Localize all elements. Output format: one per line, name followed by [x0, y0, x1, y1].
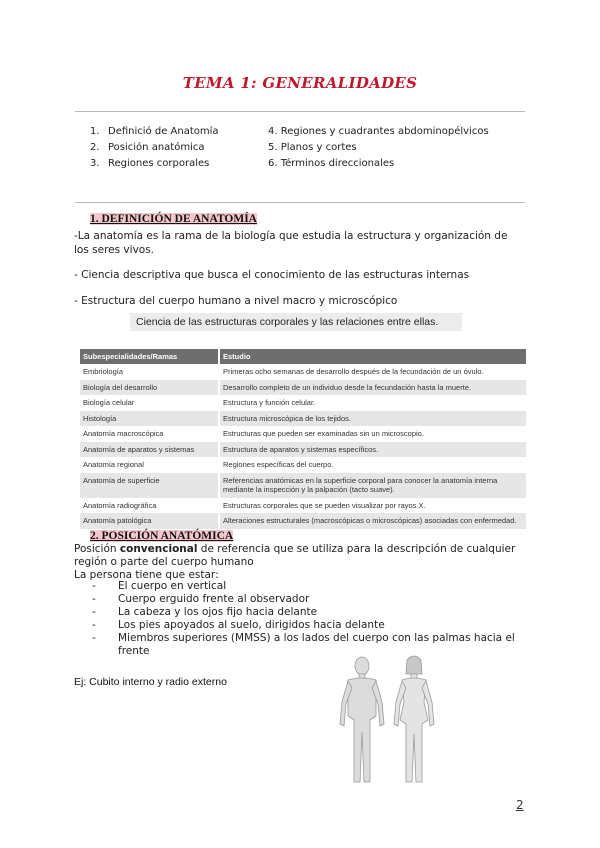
table-row: [80, 498, 526, 514]
toc-num: 3.: [90, 158, 100, 169]
list-item: - Cuerpo erguido frente al observador: [92, 593, 522, 606]
table-cell: Anatomía patológica: [80, 513, 219, 529]
example-text: Ej: Cubito interno y radio externo: [74, 676, 227, 688]
toc-item: [90, 156, 219, 172]
table-row: [80, 457, 526, 473]
divider-top: [75, 111, 525, 112]
paragraph-structure: - Estructura del cuerpo humano a nivel macro y microscópico: [74, 295, 398, 307]
paragraph-requirements: La persona tiene que estar:: [74, 569, 219, 581]
section-heading-definicion: [90, 213, 257, 225]
table-cell: Embriología: [83, 367, 124, 376]
toc-label: 6. Términos direccionales: [268, 158, 395, 169]
toc-label: Definició de Anatomía: [108, 126, 219, 137]
text-bold: convencional: [119, 543, 198, 555]
table-cell: Biología del desarrollo: [80, 380, 219, 396]
table-cell: Anatomía de superficie: [80, 473, 219, 498]
table-cell: Estructuras corporales que se pueden visualizar por rayos X.: [219, 498, 526, 514]
table-row: [80, 395, 526, 411]
table-row: [80, 364, 526, 380]
male-figure: [340, 657, 384, 782]
table-header: Subespecialidades/Ramas: [80, 349, 219, 364]
toc-right: [268, 124, 489, 172]
table-row: [80, 426, 526, 442]
paragraph-definition: -La anatomía es la rama de la biología que estudia la estructura y organización de los seres vivos.: [74, 230, 508, 256]
page-number: 2: [516, 798, 524, 812]
subspecialties-table: [80, 349, 526, 529]
list-item: - El cuerpo en vertical: [92, 580, 522, 593]
table-cell: Estructuras que pueden ser examinadas sin un microscopio.: [219, 426, 526, 442]
list-item: - Miembros superiores (MMSS) a los lados del cuerpo con las palmas hacia el frente: [92, 632, 522, 658]
table-header-row: [80, 349, 526, 364]
section-heading-posicion: [90, 530, 233, 542]
table-row: [80, 380, 526, 396]
list-item: - La cabeza y los ojos fijo hacia delante: [92, 606, 522, 619]
list-item: - Los pies apoyados al suelo, dirigidos hacia delante: [92, 619, 522, 632]
toc-item: [90, 124, 219, 140]
text-segment: de referencia que se utiliza para la descripción de cualquier región o parte del cuerpo humano: [74, 543, 516, 568]
table-cell: Alteraciones estructurales (macroscópicas o microscópicas) asociadas con enfermedad.: [219, 513, 526, 529]
table-cell: Anatomía regional: [83, 460, 144, 469]
toc-num: 1.: [90, 126, 100, 137]
position-list: [92, 580, 522, 658]
table-cell: Regiones específicas del cuerpo.: [219, 457, 526, 473]
toc-label: 5. Planos y cortes: [268, 142, 357, 153]
toc-num: 2.: [90, 142, 100, 153]
paragraph-descriptive: - Ciencia descriptiva que busca el conocimiento de las estructuras internas: [74, 269, 470, 281]
heading-highlight: 2. POSICIÓN ANATÓMICA: [90, 530, 234, 542]
heading-highlight: 1. DEFINICIÓN DE ANATOMÍA: [90, 213, 257, 225]
toc-label: 4. Regiones y cuadrantes abdominopélvicos: [268, 126, 489, 137]
table-cell: Anatomía radiográfica: [83, 500, 157, 510]
text-segment: Posición: [74, 543, 120, 555]
paragraph-posicion: [74, 543, 524, 569]
table-cell: Anatomía macroscópica: [83, 429, 164, 438]
toc-label: Regiones corporales: [108, 158, 210, 169]
table-cell: Histología: [80, 411, 219, 427]
table-row: [80, 442, 526, 458]
toc-item: [90, 140, 219, 156]
table-cell: Estructura microscópica de los tejidos.: [219, 411, 526, 427]
table-cell: Estructura de aparatos y sistemas específicos.: [219, 442, 526, 458]
divider-toc: [75, 202, 525, 203]
table-cell: Estructura y función celular.: [219, 395, 526, 411]
table-cell: Biología celular: [83, 398, 135, 407]
table-cell: Anatomía de aparatos y sistemas: [80, 442, 219, 458]
table-row: [80, 411, 526, 427]
table-header: Estudio: [219, 349, 526, 364]
highlight-quote: Ciencia de las estructuras corporales y las relaciones entre ellas.: [130, 313, 462, 331]
table-cell: Primeras ocho semanas de desarrollo después de la fecundación de un óvulo.: [219, 364, 526, 380]
female-figure: [394, 656, 434, 782]
table-cell: Desarrollo completo de un individuo desde la fecundación hasta la muerte.: [219, 380, 526, 396]
table-row: [80, 473, 526, 498]
toc-label: Posición anatómica: [108, 142, 205, 153]
page-title: TEMA 1: GENERALIDADES: [182, 74, 418, 92]
table-cell: Referencias anatómicas en la superficie corporal para conocer la anatomía interna mediante la inspección y la palpación (tacto suave).: [219, 473, 526, 498]
toc-left: [90, 124, 219, 172]
table-row: [80, 513, 526, 529]
anatomical-position-illustration: [330, 654, 450, 790]
